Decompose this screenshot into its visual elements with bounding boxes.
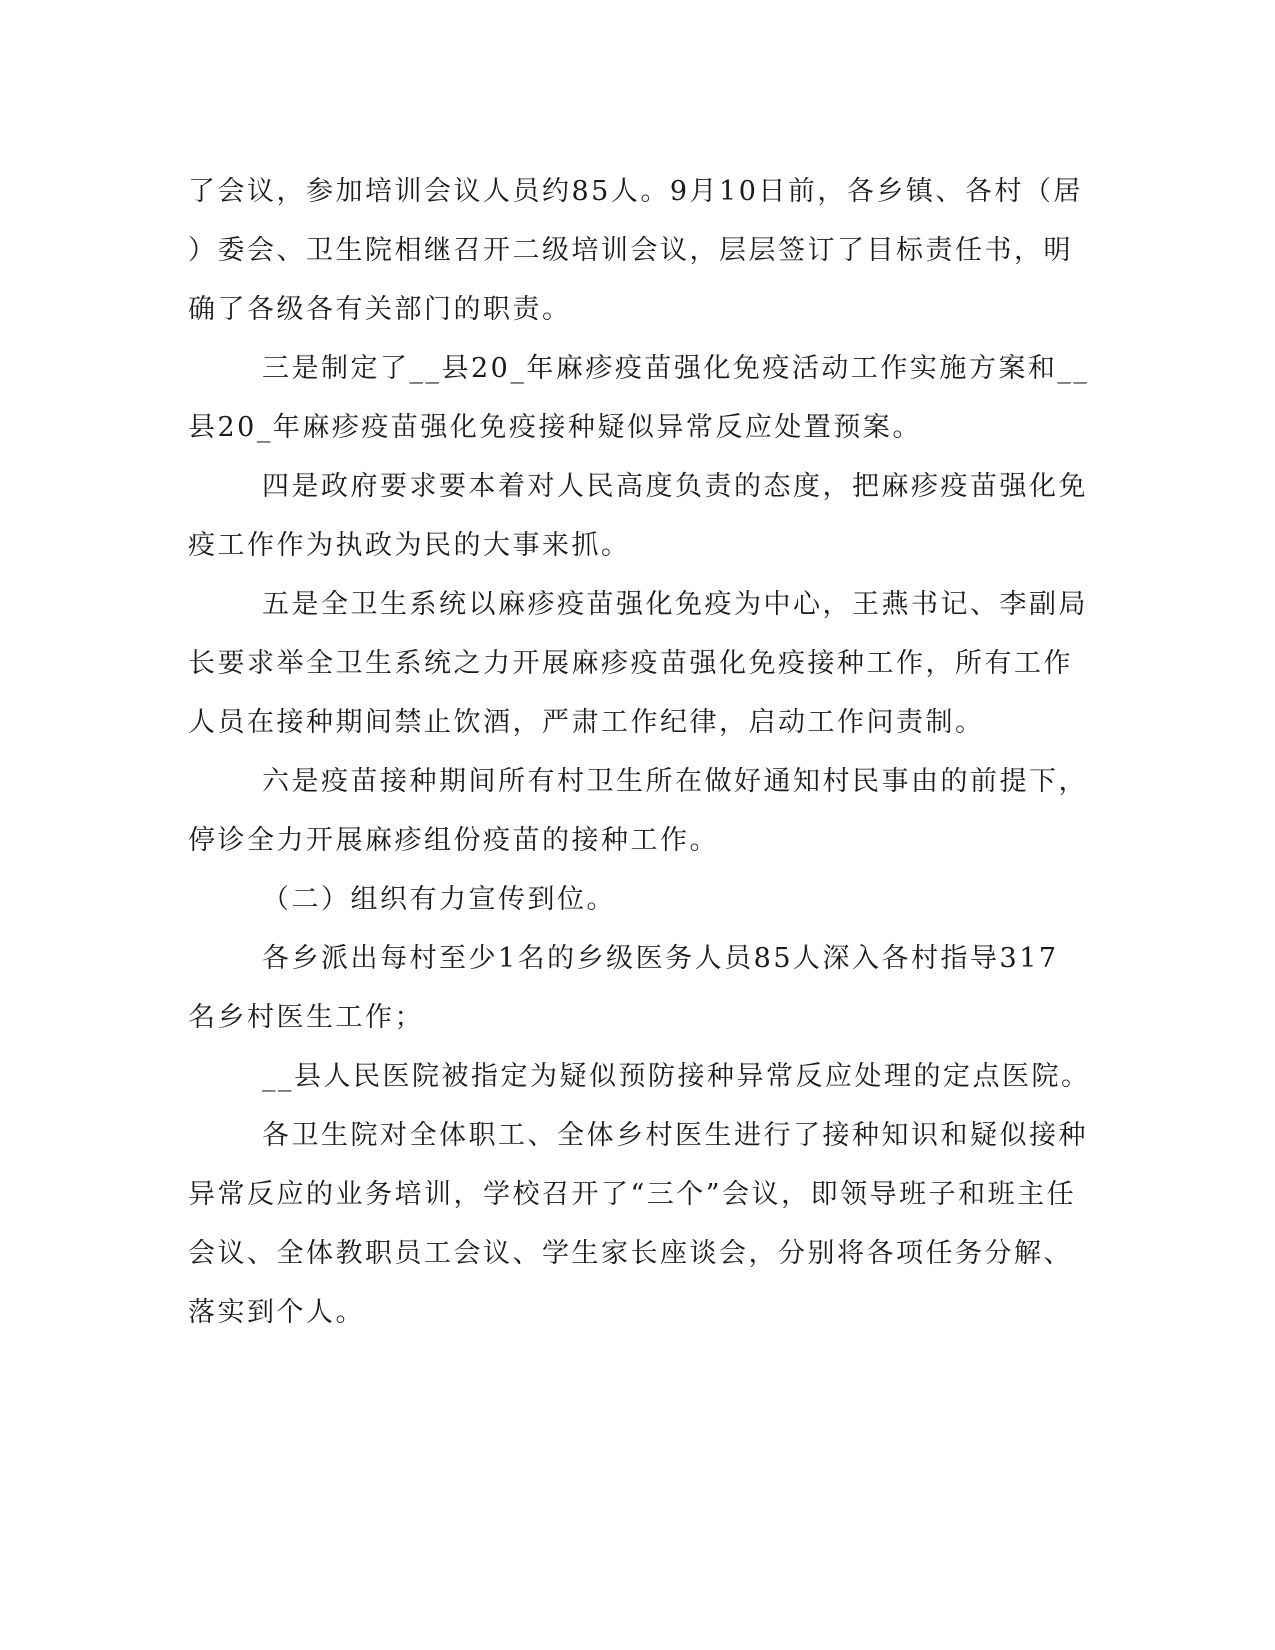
paragraph-first-line: 五是全卫生系统以麻疹疫苗强化免疫为中心，王燕书记、李副局 (262, 589, 1088, 620)
paragraph-first-line: __县人民医院被指定为疑似预防接种异常反应处理的定点医院。 (262, 1061, 1091, 1092)
paragraph-first-line: 三是制定了__县20_年麻疹疫苗强化免疫活动工作实施方案和__ (262, 353, 1090, 384)
text-line: 疫工作作为执政为民的大事来抓。 (188, 530, 631, 561)
text-line: 停诊全力开展麻疹组份疫苗的接种工作。 (188, 825, 719, 856)
paragraph-first-line: 四是政府要求要本着对人民高度负责的态度，把麻疹疫苗强化免 (262, 471, 1088, 502)
text-line: 人员在接种期间禁止饮酒，严肃工作纪律，启动工作问责制。 (188, 707, 985, 738)
text-line: 长要求举全卫生系统之力开展麻疹疫苗强化免疫接种工作，所有工作 (188, 648, 1073, 679)
text-line: 落实到个人。 (188, 1297, 365, 1328)
paragraph-first-line: 六是疫苗接种期间所有村卫生所在做好通知村民事由的前提下， (262, 766, 1088, 797)
text-line: 异常反应的业务培训，学校召开了“三个”会议，即领导班子和班主任 (188, 1179, 1077, 1210)
paragraph-first-line: 各乡派出每村至少1名的乡级医务人员85人深入各村指导317 (262, 943, 1059, 974)
text-line: 会议、全体教职员工会议、学生家长座谈会，分别将各项任务分解、 (188, 1238, 1073, 1269)
document-body (188, 162, 1091, 1342)
text-line: 县20_年麻疹疫苗强化免疫接种疑似异常反应处置预案。 (188, 412, 922, 443)
section-heading: （二）组织有力宣传到位。 (262, 884, 616, 915)
paragraph-first-line: 各卫生院对全体职工、全体乡村医生进行了接种知识和疑似接种 (262, 1120, 1088, 1151)
text-line: 确了各级各有关部门的职责。 (188, 294, 572, 325)
text-line: ）委会、卫生院相继召开二级培训会议，层层签订了目标责任书，明 (188, 235, 1073, 266)
text-line: 名乡村医生工作； (188, 1002, 424, 1033)
text-line: 了会议，参加培训会议人员约85人。9月10日前，各乡镇、各村（居 (188, 176, 1083, 207)
